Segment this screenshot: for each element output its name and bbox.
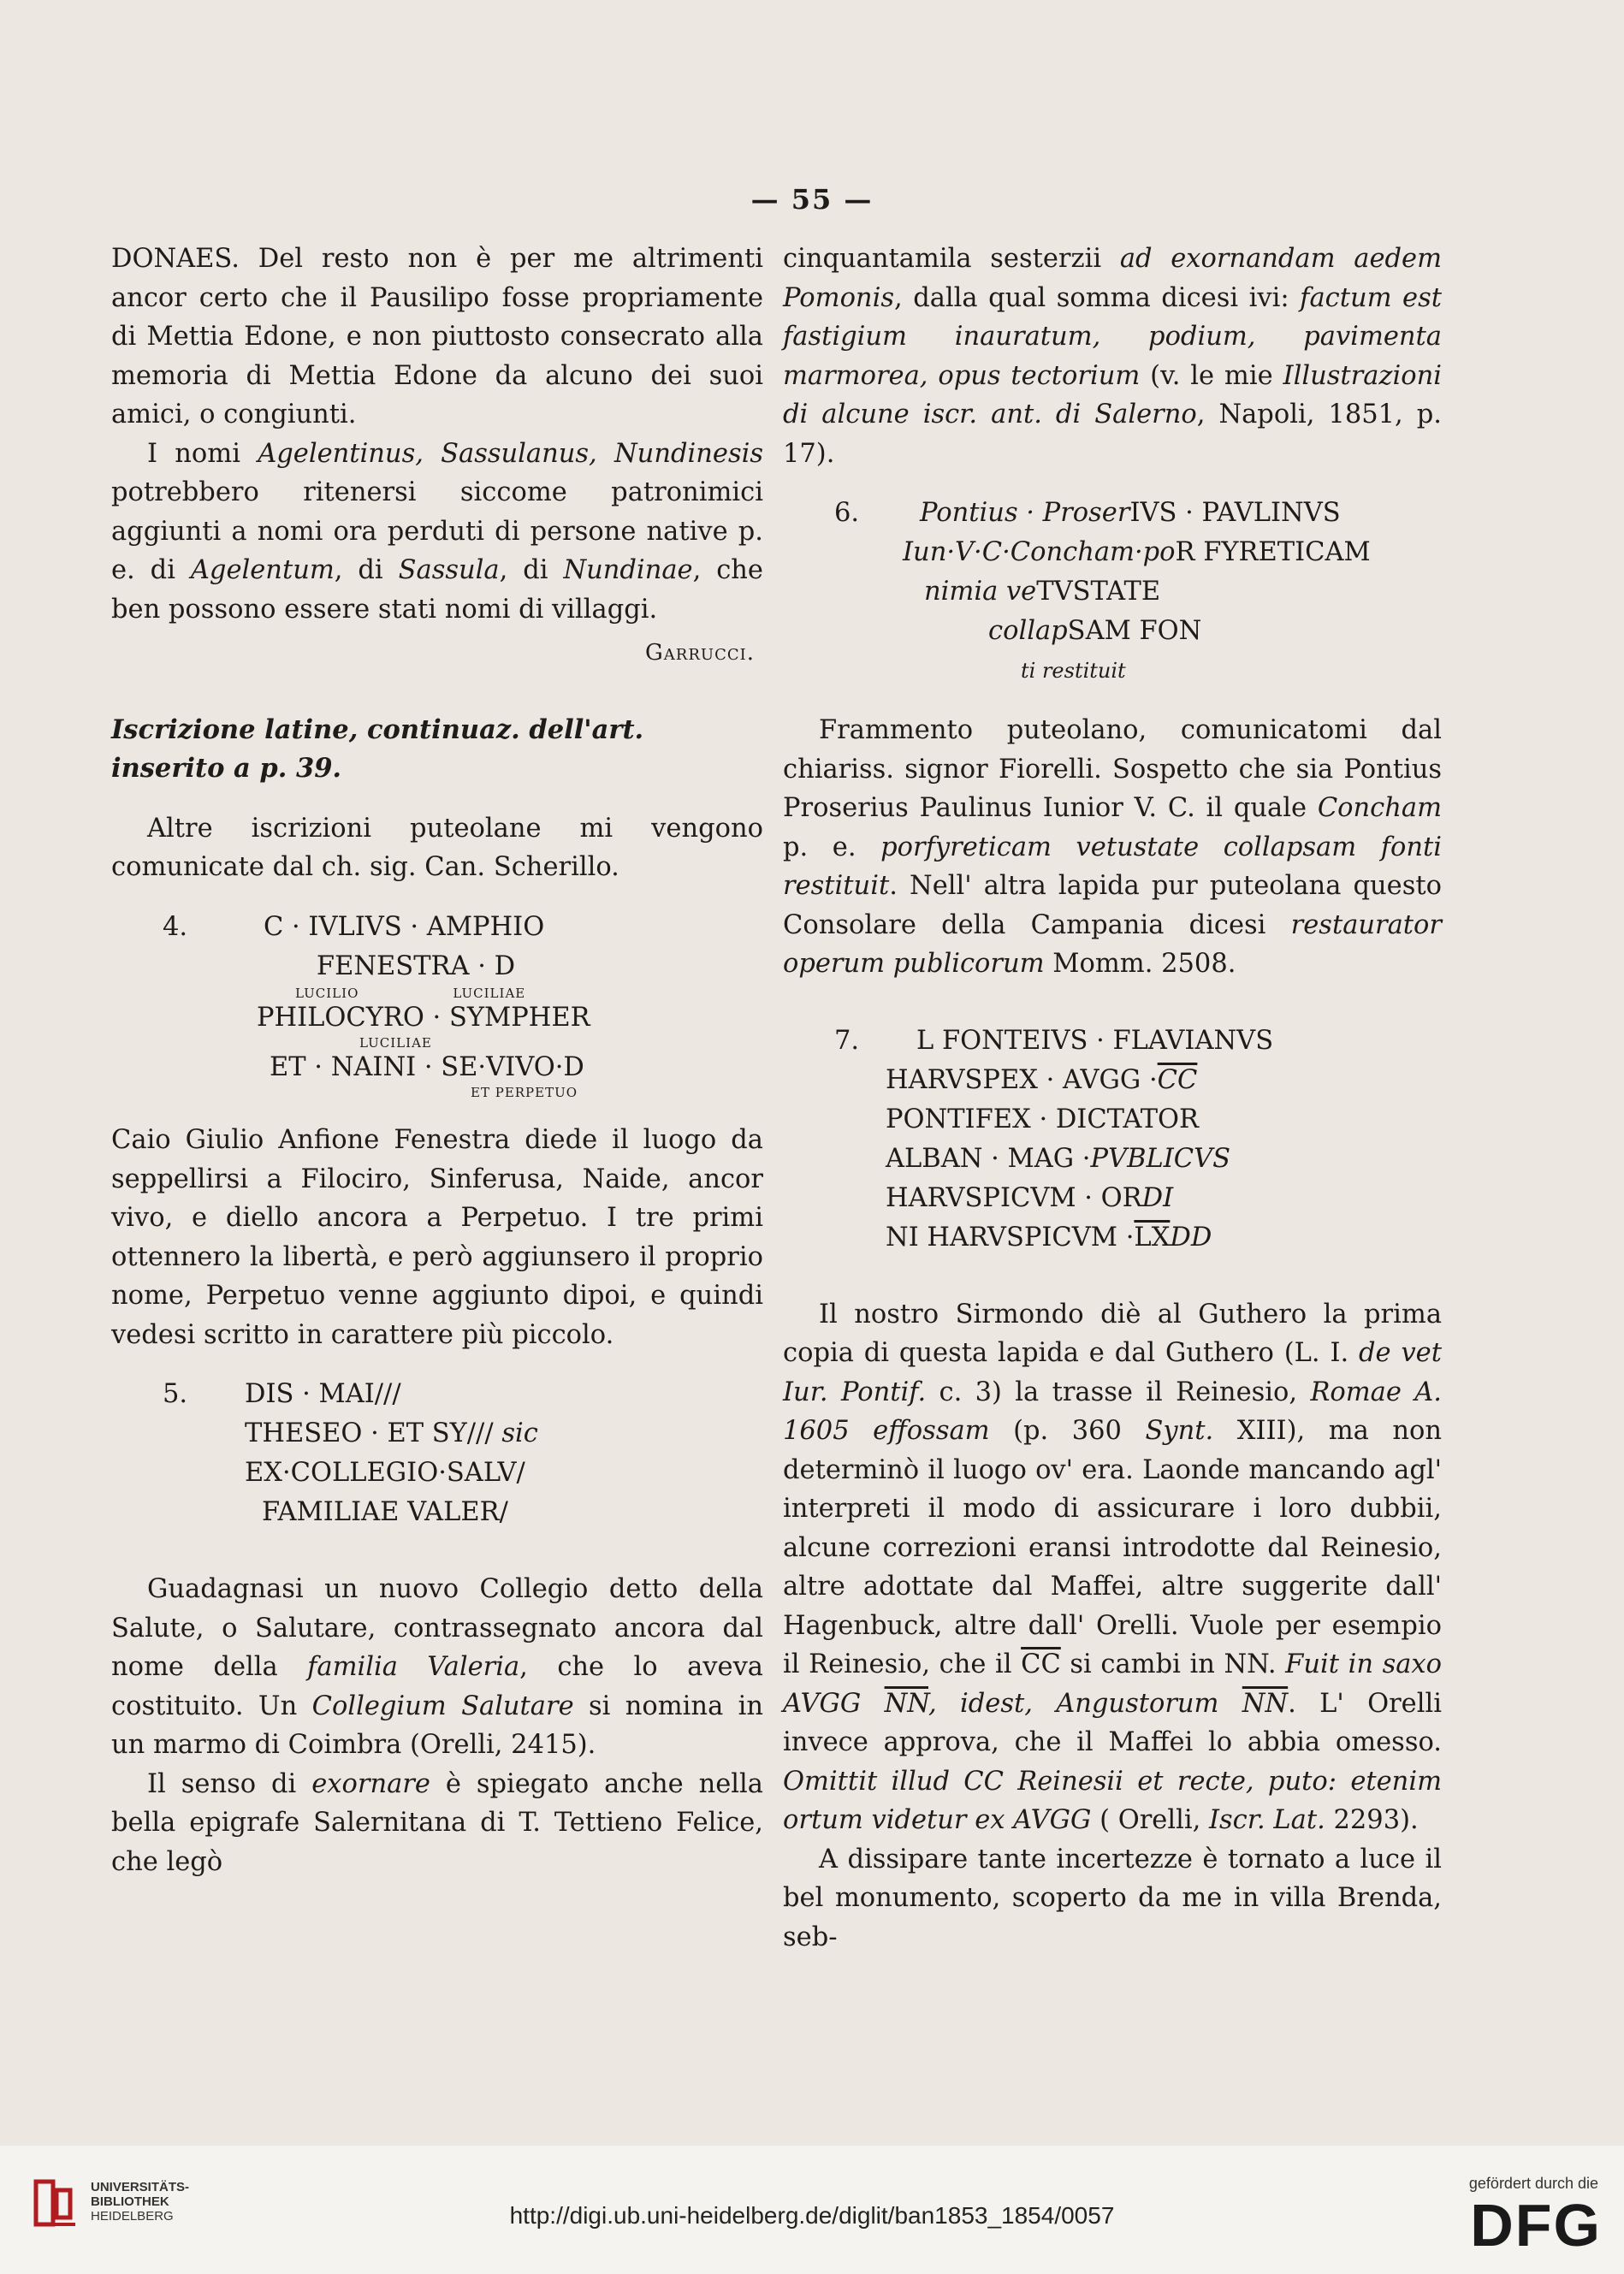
permalink[interactable]: http://digi.ub.uni-heidelberg.de/diglit/ban1853_1854/0057	[509, 2202, 1115, 2229]
paragraph: cinquantamila sesterzii ad exornandam aedem Pomonis, dalla qual somma dicesi ivi: factum est fastigium inauratum, podium, pavimenta marmorea, opus tectorium (v. le mie Illustrazioni di alcune iscr. ant. di Salerno, Napoli, 1851, p. 17).	[783, 244, 1443, 469]
digitization-footer	[0, 2146, 1624, 2274]
left-column	[111, 240, 763, 1881]
paragraph: DONAES. Del resto non è per me altrimenti ancor certo che il Pausilipo fosse propriamente di Mettia Edone, e non piuttosto consecrato alla memoria di Mettia Edone da alcuno dei suoi amici, o congiunti.	[111, 244, 763, 429]
paragraph: Caio Giulio Anfione Fenestra diede il luogo da seppellirsi a Filociro, Sinferusa, Naide, ancor vivo, e diello ancora a Perpetuo. I tre primi ottennero la libertà, e però aggiunsero il proprio nome, Perpetuo venne aggiunto dipoi, e quindi vedesi scritto in carattere più piccolo.	[111, 1125, 763, 1350]
paragraph: Il nostro Sirmondo diè al Guthero la prima copia di questa lapida e dal Guthero (L. I. de vet Iur. Pontif. c. 3) la trasse il Reinesio, Romae A. 1605 effossam (p. 360 Synt. XIII), ma non determinò il luogo ov' era. Laonde mancando agl' interpreti il modo di assicurare i loro dubbii, alcune correzioni eransi introdotte dal Reinesio, altre adottate dal Maffei, altre suggerite dall' Hagenbuck, altre dall' Orelli. Vuole per esempio il Reinesio, che il $\overline{CC}$ si cambi in NN. Fuit in saxo AVGG $\overline{NN}$, idest, Angustorum $\overline{NN}$. L' Orelli invece approva, che il Maffei lo abbia omesso. Omittit illud CC Reinesii et recte, puto: etenim ortum videtur ex AVGG ( Orelli, Iscr. Lat. 2293).	[783, 1299, 1442, 1835]
right-column	[783, 240, 1442, 1957]
paragraph: Il senso di exornare è spiegato anche nella bella epigrafe Salernitana di T. Tettieno Felice, che legò	[111, 1768, 763, 1877]
inscription-5: 5. DIS · MAI/// THESEO · ET SY/// sic EX·COLLEGIO·SALV/ FAMILIAE VALER/	[163, 1379, 538, 1527]
inscription-number: 4.	[163, 911, 188, 942]
funding-note: gefördert durch die	[1468, 2175, 1598, 2192]
section-heading: Iscrizione latine, continuaz. dell'art. inserito a p. 39.	[111, 714, 644, 784]
paragraph: A dissipare tante incertezze è tornato a luce il bel monumento, scoperto da me in villa Brenda, seb-	[783, 1844, 1442, 1952]
author-signature: Garrucci.	[645, 640, 755, 666]
paragraph: Altre iscrizioni puteolane mi vengono comunicate dal ch. sig. Can. Scherillo.	[111, 813, 763, 882]
inscription-6: 6. Pontius · ProserIVS · PAVLINVS Iun·V·C·Concham·po R FYRETICAM nimia ve TVSTATE collap SAM FON ti restituit	[834, 498, 1371, 683]
library-name: UNIVERSITÄTS- BIBLIOTHEK HEIDELBERG	[91, 2180, 190, 2224]
page-number: — 55 —	[750, 183, 874, 216]
dfg-logo: DFG	[1470, 2192, 1602, 2259]
paragraph: I nomi Agelentinus, Sassulanus, Nundinesis potrebbero ritenersi siccome patronimici aggiunti a nomi ora perduti di persone native p. e. di Agelentum, di Sassula, di Nundinae, che ben possono essere stati nomi di villaggi.	[111, 438, 763, 625]
inscription-7: 7. L FONTEIVS · FLAVIANVS HARVSPEX · AVGG · $\overline{CC}$ PONTIFEX · DICTATOR ALBAN · MAG · PVBLICVS HARVSPICVM · OR DI NI HARVSPICVM · $\overline{LX}$ DD	[834, 1025, 1274, 1252]
inscription-4: 4. C · IVLIVS · AMPHIO FENESTRA · D LUCILIO LUCILIAE PHILOCYRO · SYMPHER LUCILIAE ET · NAINI · SE·VIVO·D ET PERPETUO	[111, 908, 763, 1101]
paragraph: Guadagnasi un nuovo Collegio detto della Salute, o Salutare, contrassegnato ancora dal nome della familia Valeria, che lo aveva costituito. Un Collegium Salutare si nomina in un marmo di Coimbra (Orelli, 2415).	[111, 1574, 764, 1760]
paragraph: Frammento puteolano, comunicatomi dal chiariss. signor Fiorelli. Sospetto che sia Pontius Proserius Paulinus Iunior V. C. il quale Concham p. e. porfyreticam vetustate collapsam fonti restituit. Nell' altra lapida pur puteolana questo Consolare della Campania dicesi restaurator operum publicorum Momm. 2508.	[783, 715, 1443, 979]
